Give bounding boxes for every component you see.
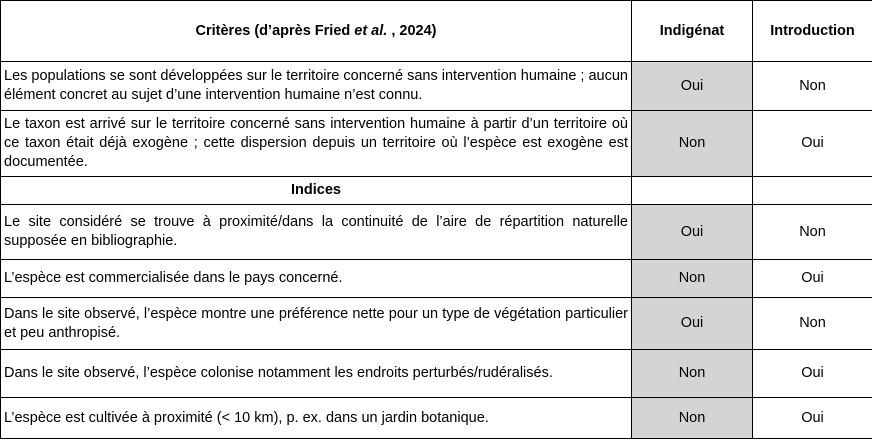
- table-row: [1, 111, 872, 177]
- indices-empty-cell: [632, 177, 753, 205]
- indices-empty-cell: [753, 177, 872, 205]
- table-row: [1, 398, 872, 439]
- introduction-cell: Oui: [753, 111, 872, 177]
- table-row: [1, 62, 872, 111]
- introduction-cell: Non: [753, 298, 872, 350]
- introduction-cell: Oui: [753, 260, 872, 298]
- header-criteria: [1, 1, 632, 62]
- indices-row: [1, 177, 872, 205]
- indigenat-cell: Non: [632, 260, 753, 298]
- header-row: [1, 1, 872, 62]
- indice-text: L’espèce est cultivée à proximité (< 10 km), p. ex. dans un jardin botanique.: [1, 398, 632, 439]
- indice-text: Dans le site observé, l’espèce montre une préférence nette pour un type de végétation particulier et peu anthropisé.: [1, 298, 632, 350]
- indigenat-cell: Oui: [632, 205, 753, 260]
- introduction-cell: Non: [753, 205, 872, 260]
- introduction-cell: Oui: [753, 350, 872, 398]
- introduction-cell: Oui: [753, 398, 872, 439]
- table-row: [1, 350, 872, 398]
- indice-text: L’espèce est commercialisée dans le pays concerné.: [1, 260, 632, 298]
- criterion-text: Les populations se sont développées sur le territoire concerné sans intervention humaine ; aucun élément concret au sujet d’une intervention humaine n’est connu.: [1, 62, 632, 111]
- header-indigenat: Indigénat: [632, 1, 753, 62]
- indigenat-cell: Oui: [632, 62, 753, 111]
- header-criteria-suffix: , 2024): [387, 22, 437, 39]
- table-row: [1, 298, 872, 350]
- introduction-cell: Non: [753, 62, 872, 111]
- table-row: [1, 205, 872, 260]
- indigenat-cell: Non: [632, 350, 753, 398]
- header-criteria-prefix: Critères (d’après Fried: [195, 22, 355, 39]
- indice-text: Le site considéré se trouve à proximité/dans la continuité de l’aire de répartition naturelle supposée en bibliographie.: [1, 205, 632, 260]
- indigenat-cell: Non: [632, 398, 753, 439]
- indice-text: Dans le site observé, l’espèce colonise notamment les endroits perturbés/rudéralisés.: [1, 350, 632, 398]
- header-criteria-italic: et al.: [354, 22, 388, 39]
- header-introduction: Introduction: [753, 1, 872, 62]
- table-row: [1, 260, 872, 298]
- criterion-text: Le taxon est arrivé sur le territoire concerné sans intervention humaine à partir d’un territoire où ce taxon était déjà exogène ; cette dispersion depuis un territoire où l’espèce est exogène est documentée.: [1, 111, 632, 177]
- indices-heading: Indices: [1, 177, 632, 205]
- indigenat-cell: Non: [632, 111, 753, 177]
- indigenat-cell: Oui: [632, 298, 753, 350]
